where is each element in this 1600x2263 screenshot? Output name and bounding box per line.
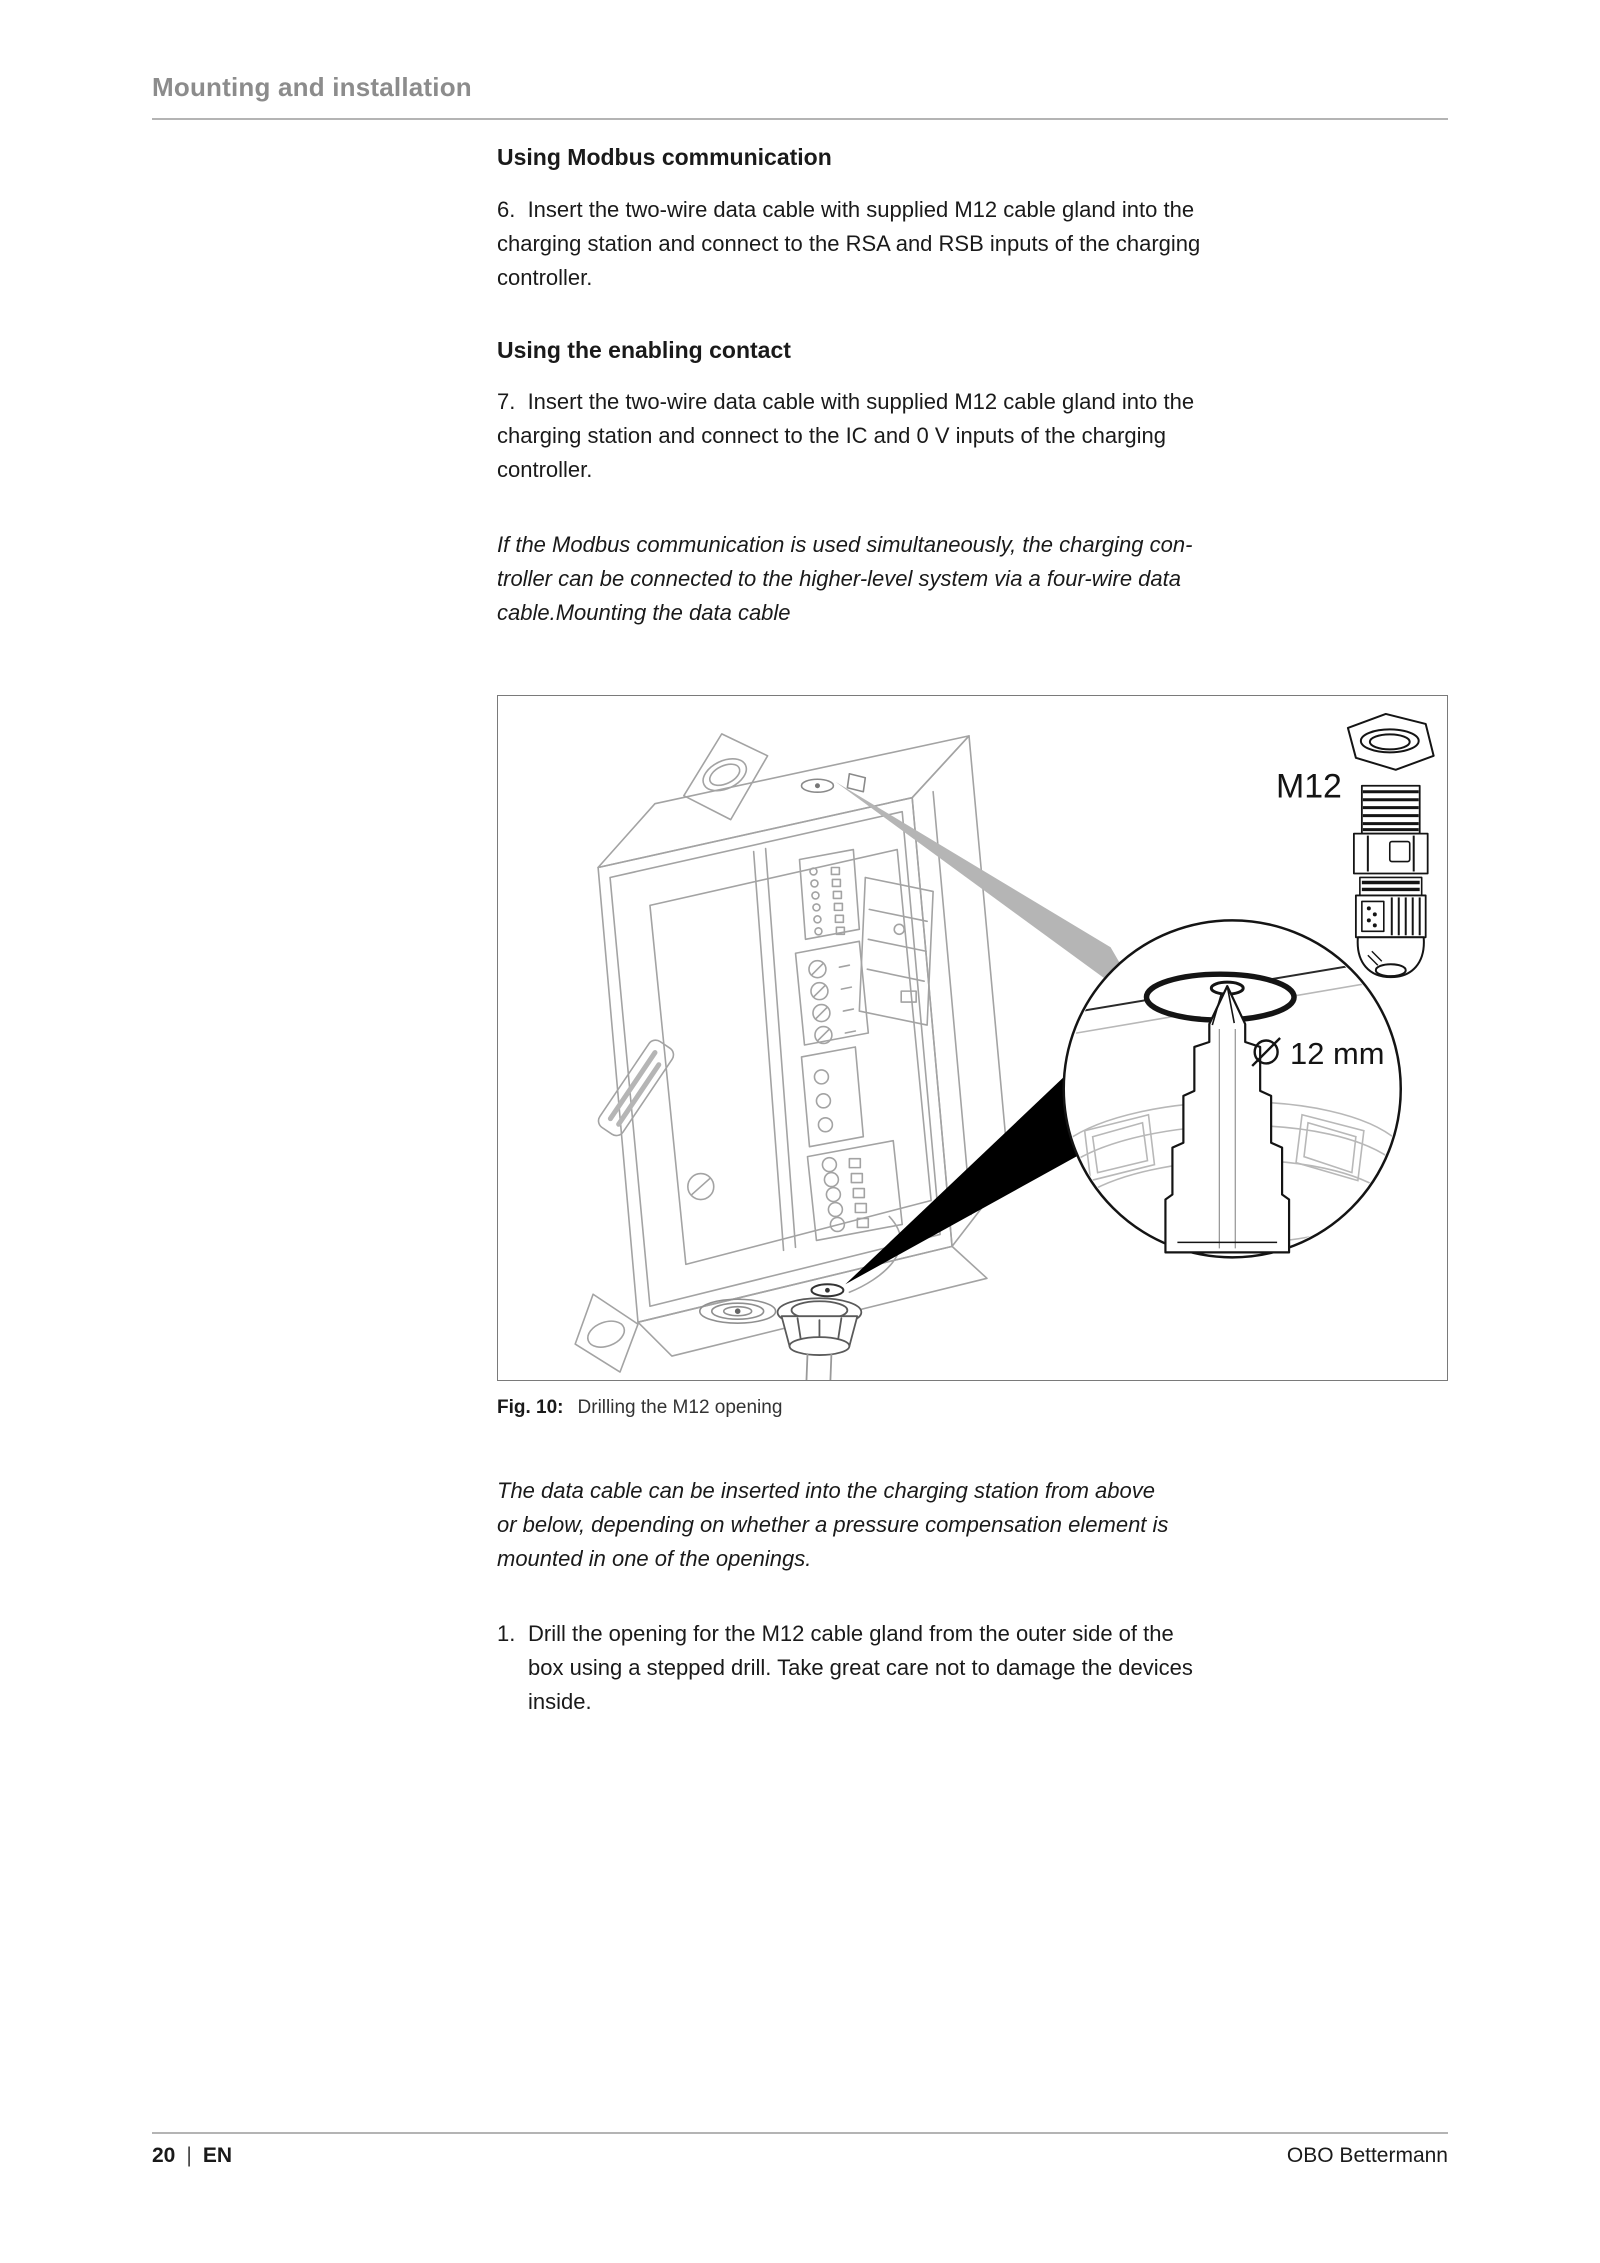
italic-note-data-cable [497, 1474, 1448, 1576]
detail-magnifier-circle [1064, 920, 1404, 1257]
footer-separator: | [186, 2144, 192, 2167]
note-line: If the Modbus communication is used simultaneously, the charging con- [497, 532, 1193, 557]
note-line: mounted in one of the openings. [497, 1546, 812, 1571]
footer-brand: OBO Bettermann [1286, 2144, 1448, 2167]
header-rule [152, 118, 1448, 120]
list-item-drill-opening [497, 1617, 1448, 1719]
paragraph-line: controller. [497, 265, 593, 290]
figure-caption-text: Drilling the M12 opening [577, 1397, 783, 1418]
paragraph-line: 7. Insert the two-wire data cable with supplied M12 cable gland into the [497, 389, 1195, 414]
m12-label: M12 [1275, 767, 1342, 806]
note-line: cable.Mounting the data cable [497, 600, 791, 625]
note-line: troller can be connected to the higher-level system via a four-wire data [497, 566, 1181, 591]
footer-page-info [152, 2144, 232, 2168]
page-footer [152, 2144, 1448, 2168]
list-line: box using a stepped drill. Take great care not to damage the devices [528, 1655, 1193, 1680]
section-heading-modbus: Using Modbus communication [497, 144, 832, 170]
installed-cable-gland [778, 1298, 862, 1380]
figure-caption-label: Fig. 10: [497, 1397, 564, 1418]
top-cable-opening [802, 774, 866, 792]
page-title: Mounting and installation [152, 72, 472, 102]
diameter-value: 12 mm [1290, 1035, 1385, 1071]
m12-cable-gland-illustration [1348, 714, 1434, 977]
pressure-compensation-element [700, 1299, 776, 1323]
paragraph-line: charging station and connect to the IC and 0 V inputs of the charging [497, 423, 1167, 448]
figure-10-frame [497, 695, 1448, 1381]
footer-rule [152, 2132, 1448, 2134]
paragraph-step-6 [497, 193, 1448, 295]
charging-station-drawing [575, 734, 1009, 1380]
paragraph-step-7 [497, 385, 1448, 487]
note-line: or below, depending on whether a pressure compensation element is [497, 1512, 1169, 1537]
paragraph-line: charging station and connect to the RSA and RSB inputs of the charging [497, 231, 1201, 256]
paragraph-line: 6. Insert the two-wire data cable with supplied M12 cable gland into the [497, 197, 1195, 222]
page-number: 20 [152, 2144, 176, 2167]
page-language: EN [202, 2144, 233, 2167]
paragraph-line: controller. [497, 457, 593, 482]
figure-caption [497, 1397, 782, 1419]
list-marker: 1. [497, 1621, 516, 1646]
section-heading-enabling-contact: Using the enabling contact [497, 337, 791, 363]
list-line: Drill the opening for the M12 cable gland from the outer side of the [528, 1621, 1174, 1646]
note-line: The data cable can be inserted into the charging station from above [497, 1478, 1155, 1503]
list-line: inside. [528, 1689, 592, 1714]
m12-opening-bottom [811, 1284, 843, 1296]
figure-10-illustration [498, 696, 1447, 1380]
italic-note-modbus [497, 528, 1448, 630]
